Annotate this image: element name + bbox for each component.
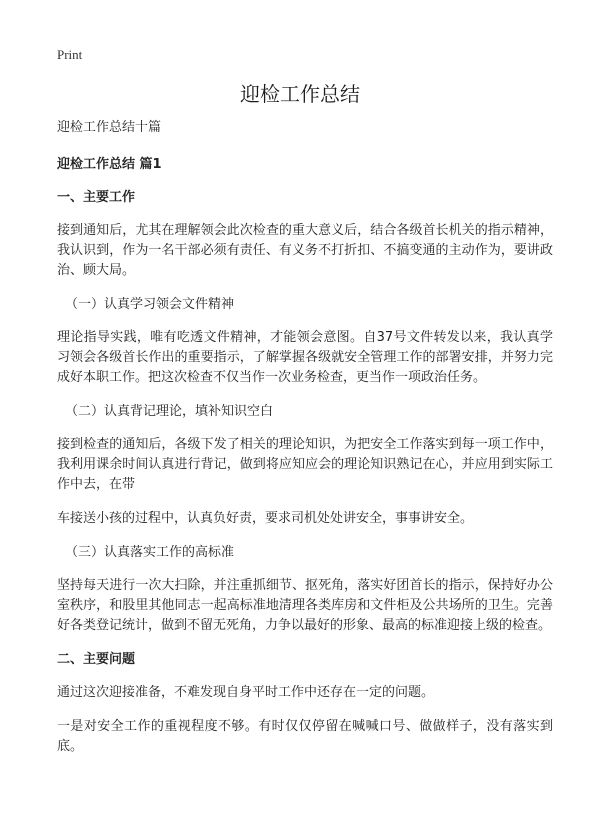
print-link[interactable]: Print [57, 47, 83, 62]
paragraph: 接到通知后，尤其在理解领会此次检查的重大意义后，结合各级首长机关的指示精神，我认识到，作为一名干部必须有责任、有义务不打折扣、不搞变通的主动作为，要讲政治、顾大局。 [57, 223, 553, 278]
document-body [57, 118, 553, 771]
section-heading-main-problems: 二、主要问题 [57, 652, 136, 667]
part-heading: 迎检工作总结 篇1 [57, 157, 162, 172]
paragraph: 车接送小孩的过程中，认真负好责，要求司机处处讲安全，事事讲安全。 [57, 511, 474, 526]
paragraph: 坚持每天进行一次大扫除，并注重抓细节、抠死角，落实好团首长的指示，保持好办公室秩序，和股里其他同志一起高标准地清理各类库房和文件柜及公共场所的卫生。完善好各类登记统计，做到不留无死角，力争以最好的形象、最高的标准迎接上级的检查。 [57, 578, 553, 633]
subheading-study-documents: （一）认真学习领会文件精神 [65, 297, 235, 312]
paragraph: 通过这次迎接准备，不难发现自身平时工作中还存在一定的问题。 [57, 685, 435, 700]
document-subtitle: 迎检工作总结十篇 [57, 120, 162, 135]
paragraph: 一是对安全工作的重视程度不够。有时仅仅停留在喊喊口号、做做样子，没有落实到底。 [57, 719, 553, 754]
section-heading-main-work: 一、主要工作 [57, 190, 136, 205]
subheading-memorize-theory: （二）认真背记理论，填补知识空白 [65, 404, 274, 419]
paragraph: 理论指导实践，唯有吃透文件精神，才能领会意图。自37号文件转发以来，我认真学习领会各级首长作出的重要指示，了解掌握各级就安全管理工作的部署安排，并努力完成好本职工作。把这次检查不仅当作一次业务检查，更当作一项政治任务。 [57, 330, 553, 385]
paragraph: 接到检查的通知后，各级下发了相关的理论知识，为把安全工作落实到每一项工作中，我利用课余时间认真进行背记，做到将应知应会的理论知识熟记在心，并应用到实际工作中去，在带 [57, 437, 553, 492]
document-title: 迎检工作总结 [240, 82, 360, 106]
subheading-high-standards: （三）认真落实工作的高标准 [65, 545, 235, 560]
